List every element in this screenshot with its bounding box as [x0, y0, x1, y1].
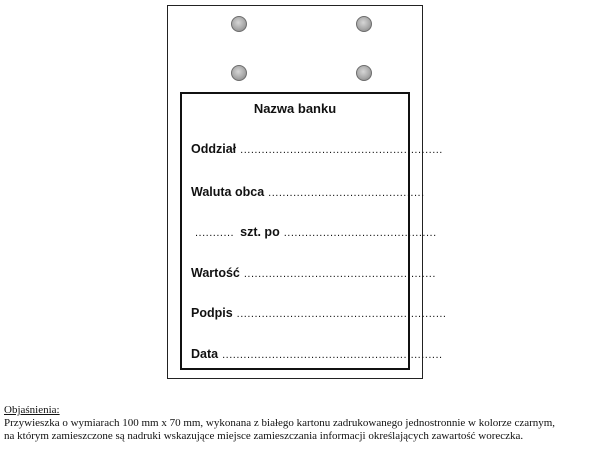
punch-hole-icon	[231, 16, 247, 32]
field-currency-label: Waluta obca	[191, 185, 265, 199]
punch-hole-icon	[356, 16, 372, 32]
field-branch-dots: .........................................................	[240, 144, 443, 156]
bag-tag-card	[167, 5, 447, 379]
explanation-heading: Objaśnienia:	[4, 404, 60, 416]
field-signature	[191, 306, 447, 320]
field-branch-label: Oddział	[191, 142, 237, 156]
field-pieces-dots: ...........................................	[283, 227, 437, 239]
field-currency	[191, 185, 425, 199]
punch-hole-icon	[231, 65, 247, 81]
field-date-label: Data	[191, 347, 219, 361]
field-date	[191, 347, 443, 361]
explanation-line-2: na którym zamieszczone są nadruki wskazujące miejsce zamieszczania informacji określających zawartość woreczka.	[4, 430, 524, 442]
field-pieces-prefix-dots: ...........	[195, 227, 235, 239]
field-branch	[191, 142, 443, 156]
explanation-line-1: Przywieszka o wymiarach 100 mm x 70 mm, wykonana z białego kartonu zadrukowanego jednostronnie w kolorze czarnym,	[4, 417, 556, 429]
explanation-block	[4, 404, 555, 443]
tag-form-box	[180, 92, 447, 370]
field-signature-label: Podpis	[191, 306, 233, 320]
field-signature-dots: ...........................................................	[236, 308, 447, 320]
field-currency-dots: ............................................	[268, 187, 425, 199]
field-pieces	[195, 225, 437, 239]
punch-hole-icon	[356, 65, 372, 81]
field-pieces-label: szt. po	[240, 225, 280, 239]
field-value-dots: ......................................................	[243, 268, 436, 280]
bank-name-title: Nazwa banku	[253, 101, 337, 116]
field-value-label: Wartość	[191, 266, 240, 280]
field-value	[191, 266, 436, 280]
field-date-dots: ..............................................................	[222, 349, 443, 361]
